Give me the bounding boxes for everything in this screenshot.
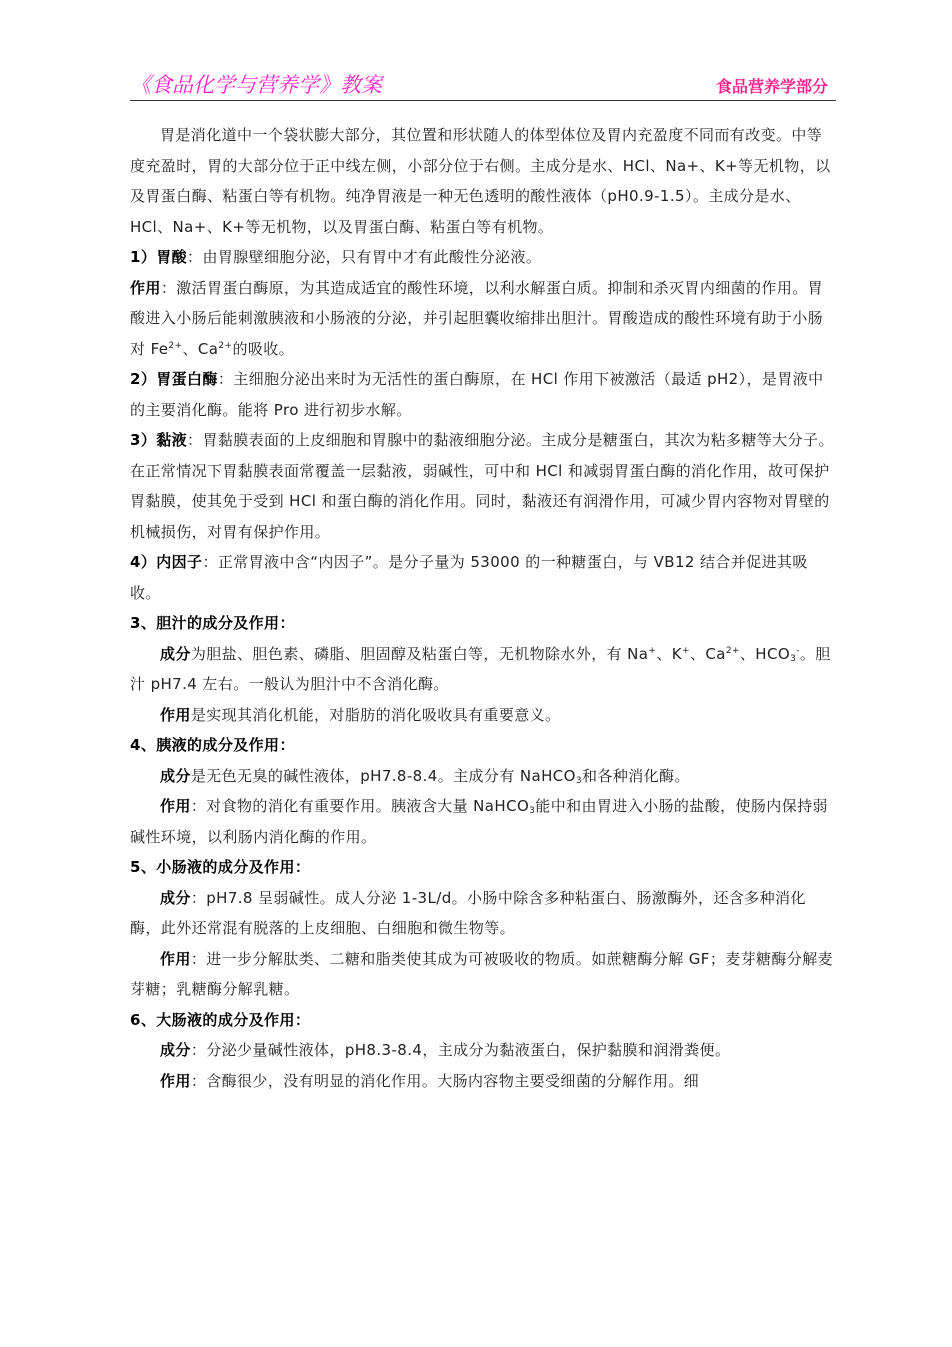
mucus-text: ：胃黏膜表面的上皮细胞和胃腺中的黏液细胞分泌。主成分是糖蛋白，其次为粘多糖等大分子。在正常情况下胃黏膜表面常覆盖一层黏液，弱碱性，可中和 HCl 和减弱胃蛋白酶的消化作用，故可保护胃黏膜，使其免于受到 HCl 和蛋白酶的消化作用。同时，黏液还有润滑作用，可减少胃内容物对胃壁的机械损伤，对胃有保护作用。: [130, 431, 834, 541]
na-charge: +: [648, 645, 657, 656]
large-intestine-func-label: 作用: [160, 1071, 191, 1090]
ca-charge: 2+: [725, 645, 740, 656]
pancreatic-comp-label: 成分: [160, 766, 191, 785]
large-intestine-func-text: ：含酶很少，没有明显的消化作用。大肠内容物主要受细菌的分解作用。细: [190, 1071, 700, 1090]
pepsin-label: 2）胃蛋白酶: [130, 370, 218, 388]
pepsin-text: ：主细胞分泌出来时为无活性的蛋白酶原，在 HCl 作用下被激活（最适 pH2），是胃液中的主要消化酶。能将 Pro 进行初步水解。: [130, 370, 824, 419]
small-intestine-comp-label: 成分: [160, 888, 191, 907]
intrinsic-factor-label: 4）内因子: [130, 553, 203, 571]
pepsin-paragraph: [130, 364, 836, 425]
function-text: ：激活胃蛋白酶原，为其造成适宜的酸性环境，以利水解蛋白质。抑制和杀灭胃内细菌的作用。胃酸进入小肠后能刺激胰液和小肠液的分泌，并引起胆囊收缩排出胆汁。胃酸造成的酸性环境有助于小肠对 Fe: [130, 278, 824, 358]
large-intestine-comp-label: 成分: [160, 1041, 191, 1059]
k-separator: 、K: [656, 644, 682, 663]
small-intestine-heading: 5、小肠液的成分及作用：: [130, 858, 311, 876]
bile-func-label: 作用: [160, 705, 191, 724]
bile-function: [130, 700, 836, 731]
large-intestine-comp-text: ：分泌少量碱性液体，pH8.3-8.4，主成分为黏液蛋白，保护黏膜和润滑粪便。: [190, 1041, 731, 1059]
section-title: 食品营养学部分: [715, 77, 828, 96]
bile-comp-label: 成分: [160, 644, 191, 663]
intrinsic-factor-paragraph: [130, 547, 836, 608]
small-intestine-func-text: ：进一步分解肽类、二糖和脂类使其成为可被吸收的物质。如蔗糖酶分解 GF；麦芽糖酶分解麦芽糖；乳糖酶分解乳糖。: [130, 949, 834, 998]
large-intestine-function: [130, 1066, 836, 1097]
small-intestine-comp-text: ：pH7.8 呈弱碱性。成人分泌 1-3L/d。小肠中除含多种粘蛋白、肠激酶外，还含多种消化酶，此外还常混有脱落的上皮细胞、白细胞和微生物等。: [130, 888, 806, 937]
mucus-paragraph: [130, 425, 836, 547]
nahco3-subscript: 3: [575, 775, 583, 786]
function-tail: 的吸收。: [232, 339, 295, 358]
mucus-label: 3）黏液: [130, 431, 188, 449]
course-title: 《食品化学与营养学》教案: [130, 73, 382, 97]
bile-heading: 3、胆汁的成分及作用：: [130, 614, 295, 632]
pancreatic-composition: [130, 761, 836, 792]
small-intestine-function: [130, 944, 836, 1005]
pancreatic-function: [130, 791, 836, 852]
pancreatic-func-tail: 能中和由胃进入小肠的盐酸，使肠内保持弱碱性环境，以利肠内消化酶的作用。: [130, 797, 828, 846]
function-label: 作用: [130, 278, 161, 297]
ca-separator: 、Ca: [182, 339, 219, 358]
bile-comp-text: 为胆盐、胆色素、磷脂、胆固醇及粘蛋白等，无机物除水外，有 Na: [190, 644, 649, 663]
hco-separator: 、HCO: [739, 644, 791, 663]
pancreatic-comp-text: 是无色无臭的碱性液体，pH7.8-8.4。主成分有 NaHCO: [190, 766, 576, 785]
bile-composition: [130, 639, 836, 700]
gastric-acid-function: [130, 273, 836, 365]
ca-separator: 、Ca: [689, 644, 726, 663]
gastric-acid-paragraph: [130, 242, 836, 273]
pancreatic-func-label: 作用: [160, 797, 191, 815]
large-intestine-composition: [130, 1035, 836, 1066]
fe-charge: 2+: [168, 340, 183, 351]
hco-subscript: 3: [790, 653, 797, 664]
gastric-acid-label: 1）胃酸: [130, 248, 188, 266]
intrinsic-factor-text: ：正常胃液中含“内因子”。是分子量为 53000 的一种糖蛋白，与 VB12 结合并促进其吸收。: [130, 553, 808, 602]
pancreatic-heading: 4、胰液的成分及作用：: [130, 736, 295, 754]
bile-comp-tail: 。胆汁 pH7.4 左右。一般认为胆汁中不含消化酶。: [130, 644, 831, 693]
gastric-acid-text: ：由胃腺壁细胞分泌，只有胃中才有此酸性分泌液。: [187, 248, 542, 266]
body-text: [130, 120, 836, 1096]
intro-paragraph: 胃是消化道中一个袋状膨大部分，其位置和形状随人的体型体位及胃内充盈度不同而有改变。中等度充盈时，胃的大部分位于正中线左侧，小部分位于右侧。主成分是水、HCl、Na+、K+等无机物，以及胃蛋白酶、粘蛋白等有机物。纯净胃液是一种无色透明的酸性液体（pH0.9-1.5）。主成分是水、HCl、Na+、K+等无机物，以及胃蛋白酶、粘蛋白等有机物。: [130, 126, 831, 236]
pancreatic-func-text: ：对食物的消化有重要作用。胰液含大量 NaHCO: [190, 797, 530, 815]
page-header: [130, 66, 836, 101]
hco-charge: -: [796, 645, 800, 656]
small-intestine-func-label: 作用: [160, 949, 191, 968]
k-charge: +: [682, 645, 690, 656]
small-intestine-composition: [130, 883, 836, 944]
large-intestine-heading: 6、大肠液的成分及作用：: [130, 1010, 311, 1029]
bile-func-text: 是实现其消化机能，对脂肪的消化吸收具有重要意义。: [190, 705, 561, 724]
nahco3-subscript: 3: [529, 806, 536, 816]
ca-charge: 2+: [218, 340, 233, 351]
pancreatic-comp-tail: 和各种消化酶。: [582, 766, 690, 785]
